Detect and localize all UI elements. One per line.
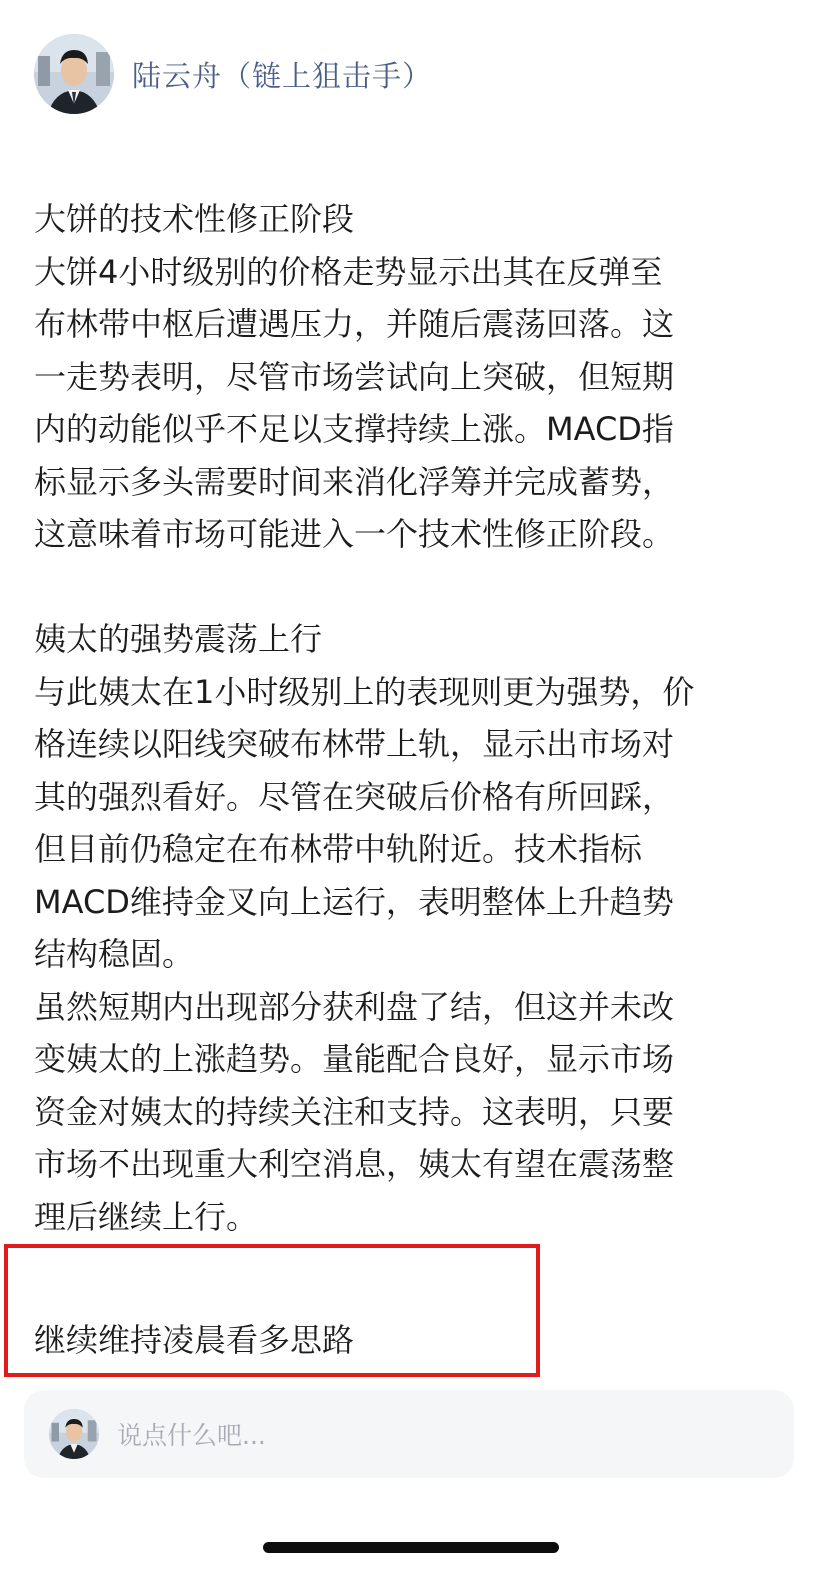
post-line: 大饼的技术性修正阶段 (34, 200, 355, 238)
post-header (34, 34, 432, 114)
user-avatar-icon (34, 34, 114, 114)
home-indicator[interactable] (263, 1542, 559, 1553)
post-line: 大饼4小时级别的价格走势显示出其在反弹至 (34, 252, 663, 291)
post-line: 姨太的强势震荡上行 (34, 620, 323, 658)
commenter-avatar (49, 1409, 99, 1459)
author-name[interactable]: 陆云舟（链上狙击手） (132, 58, 433, 93)
post-line: 市场不出现重大利空消息，姨太有望在震荡整 (34, 1145, 675, 1183)
post-line: 内的动能似乎不足以支撑持续上涨。MACD指 (34, 410, 674, 448)
post-line: 虽然短期内出现部分获利盘了结，但这并未改 (34, 987, 675, 1026)
author-avatar[interactable] (34, 34, 114, 114)
post-line: 布林带中枢后遭遇压力，并随后震荡回落。这 (34, 305, 675, 343)
post-line: 这意味着市场可能进入一个技术性修正阶段。 (34, 515, 675, 553)
comment-bar[interactable] (24, 1390, 794, 1478)
post-line: 结构稳固。 (34, 935, 195, 973)
post-line: 其的强烈看好。尽管在突破后价格有所回踩， (34, 777, 675, 816)
post-body (34, 193, 804, 1243)
user-avatar-icon (49, 1409, 99, 1459)
conclusion-text: 继续维持凌晨看多思路 (34, 1321, 355, 1359)
paragraph-gap (34, 561, 804, 614)
post-line: 格连续以阳线突破布林带上轨，显示出市场对 (34, 725, 675, 763)
comment-input[interactable]: 说点什么吧... (117, 1421, 266, 1450)
post-line: 但目前仍稳定在布林带中轨附近。技术指标 (34, 830, 643, 868)
post-line: 资金对姨太的持续关注和支持。这表明，只要 (34, 1092, 675, 1131)
post-line: 变姨太的上涨趋势。量能配合良好，显示市场 (34, 1040, 675, 1078)
post-line: 标显示多头需要时间来消化浮筹并完成蓄势， (34, 462, 675, 501)
post-line: MACD维持金叉向上运行，表明整体上升趋势 (34, 882, 674, 921)
post-line: 一走势表明，尽管市场尝试向上突破，但短期 (34, 357, 675, 396)
post-line: 与此姨太在1小时级别上的表现则更为强势，价 (34, 672, 695, 711)
post-line: 理后继续上行。 (34, 1197, 259, 1236)
